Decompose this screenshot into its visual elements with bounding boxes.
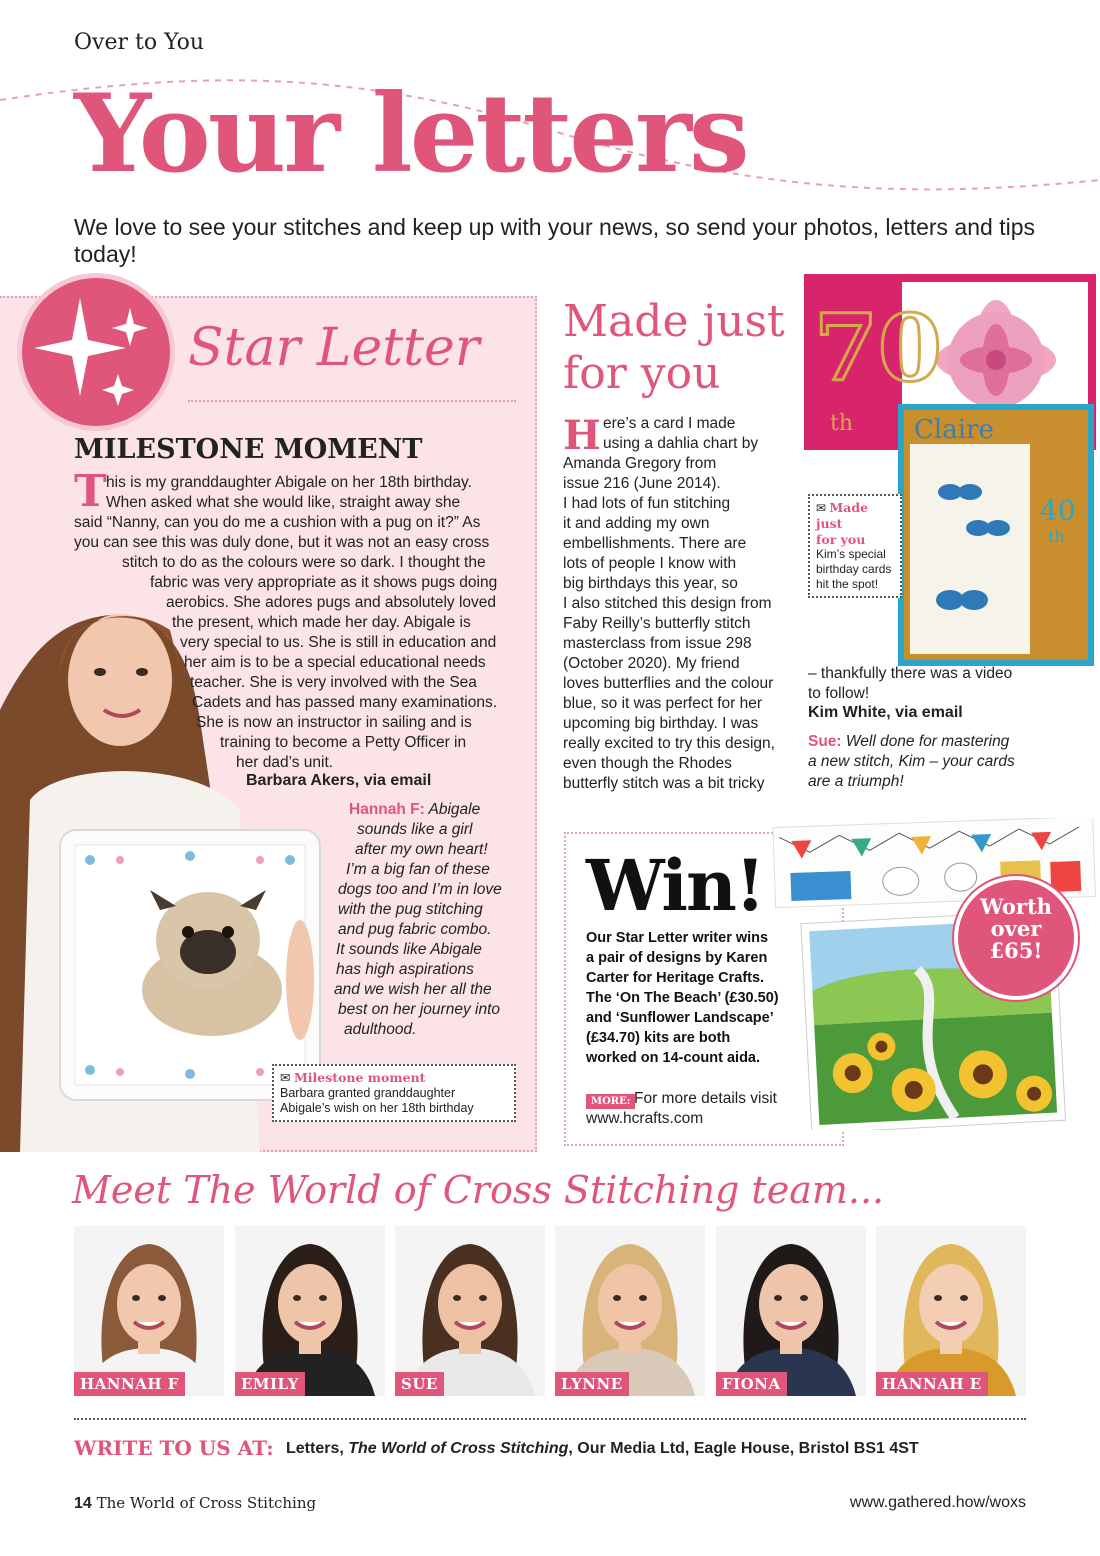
dropcap: T bbox=[74, 466, 107, 517]
team-member-portrait bbox=[876, 1226, 1026, 1396]
worth-line: over bbox=[990, 916, 1042, 941]
competition-line: (£34.70) kits are both bbox=[586, 1030, 731, 1046]
caption-title: for you bbox=[816, 532, 866, 547]
letter-line: said “Nanny, can you do me a cushion with a pug on it?” As bbox=[74, 514, 481, 531]
team-member-card bbox=[235, 1226, 385, 1396]
folio bbox=[74, 1494, 316, 1513]
magazine-name: The World of Cross Stitching bbox=[348, 1440, 569, 1457]
team-member-portrait bbox=[716, 1226, 866, 1396]
competition-title: Win! bbox=[586, 844, 764, 927]
reply-line: sounds like a girl bbox=[357, 821, 473, 838]
letter-line: her dad’s unit. bbox=[236, 754, 334, 771]
letter-line: loves butterflies and the colour bbox=[563, 675, 774, 692]
section-kicker: Over to You bbox=[74, 30, 205, 55]
letter-signature: Barbara Akers, via email bbox=[246, 772, 432, 789]
caption-line: hit the spot! bbox=[816, 577, 879, 591]
letter-line: his is my granddaughter Abigale on her 18th birthday. bbox=[106, 474, 472, 491]
made-for-you-title bbox=[563, 296, 785, 400]
title-line: Made just bbox=[563, 296, 785, 347]
photo-caption bbox=[272, 1064, 516, 1122]
competition-line: Our Star Letter writer wins bbox=[586, 930, 769, 946]
letter-line: When asked what she would like, straight away she bbox=[106, 494, 461, 511]
address-part: , Our Media Ltd, Eagle House, Bristol BS1 4ST bbox=[568, 1440, 919, 1457]
star-letter-heading: MILESTONE MOMENT bbox=[74, 434, 423, 465]
worth-badge bbox=[958, 880, 1074, 996]
worth-line: Worth bbox=[980, 894, 1052, 919]
letter-line: very special to us. She is still in education and bbox=[180, 634, 497, 651]
worth-line: £65! bbox=[989, 938, 1043, 963]
card-40-number: 40 bbox=[1040, 494, 1076, 527]
reply-line: It sounds like Abigale bbox=[336, 941, 482, 958]
letter-line: fabric was very appropriate as it shows pugs doing bbox=[150, 574, 498, 591]
letter-line: stitch to do as the colours were so dark. I thought the bbox=[122, 554, 486, 571]
reply-line: and pug fabric combo. bbox=[338, 921, 492, 938]
competition-line: Carter for Heritage Crafts. bbox=[586, 970, 765, 986]
reply-line: dogs too and I’m in love bbox=[338, 881, 502, 898]
caption-line: Kim’s special bbox=[816, 547, 886, 561]
divider bbox=[74, 1418, 1026, 1420]
caption-title: Made just bbox=[816, 500, 869, 531]
team-member-name: HANNAH F bbox=[74, 1372, 185, 1396]
publication-name: The World of Cross Stitching bbox=[96, 1494, 317, 1512]
team-member-portrait bbox=[235, 1226, 385, 1396]
letter-line: training to become a Petty Officer in bbox=[220, 734, 467, 751]
letter-line: even though the Rhodes bbox=[563, 755, 732, 772]
reply-line: are a triumph! bbox=[808, 773, 904, 790]
team-member-portrait bbox=[395, 1226, 545, 1396]
letter-line: Faby Reilly’s butterfly stitch bbox=[563, 615, 751, 632]
star-badge bbox=[22, 278, 170, 426]
letter-line: I also stitched this design from bbox=[563, 595, 772, 612]
title-line: for you bbox=[563, 348, 721, 399]
caption-title: Milestone moment bbox=[293, 1070, 426, 1085]
letter-line: Amanda Gregory from bbox=[563, 455, 717, 472]
reply-line: and we wish her all the bbox=[334, 981, 492, 998]
more-tag: MORE: bbox=[586, 1094, 635, 1109]
page-title: Your letters bbox=[74, 71, 747, 197]
divider bbox=[188, 400, 516, 402]
footer-url[interactable]: www.gathered.how/woxs bbox=[849, 1494, 1026, 1511]
letter-line: ere’s a card I made bbox=[603, 415, 736, 432]
sparkle-icon bbox=[22, 278, 170, 426]
caption-line: birthday cards bbox=[816, 562, 892, 576]
letter-line: to follow! bbox=[808, 685, 870, 702]
caption-line: Barbara granted granddaughter bbox=[280, 1086, 456, 1100]
team-member-name: FIONA bbox=[716, 1372, 787, 1396]
team-member-card bbox=[74, 1226, 224, 1396]
competition-line: The ‘On The Beach’ (£30.50) bbox=[586, 990, 779, 1006]
letter-line: (October 2020). My friend bbox=[563, 655, 740, 672]
reply-author: Hannah F: bbox=[349, 801, 425, 818]
team-member-name: LYNNE bbox=[555, 1372, 629, 1396]
birthday-cards-photo bbox=[800, 270, 1100, 670]
write-to-us-address bbox=[286, 1440, 919, 1458]
card-70-suffix: th bbox=[830, 411, 854, 436]
team-member-portrait bbox=[74, 1226, 224, 1396]
reply-line: a new stitch, Kim – your cards bbox=[808, 753, 1015, 770]
letter-line: using a dahlia chart by bbox=[603, 435, 759, 452]
card-70-number: 70 bbox=[814, 294, 943, 402]
envelope-icon: ✉ bbox=[280, 1071, 291, 1085]
letter-signature: Kim White, via email bbox=[808, 704, 963, 721]
letter-line: lots of people I know with bbox=[563, 555, 737, 572]
dropcap: H bbox=[563, 412, 601, 459]
reply-line: Abigale bbox=[428, 801, 481, 818]
letter-line: you can see this was duly done, but it was not an easy cross bbox=[74, 534, 490, 551]
write-to-us-label: WRITE TO US AT: bbox=[74, 1436, 274, 1460]
letter-line: her aim is to be a special educational needs bbox=[184, 654, 486, 671]
reply-author: Sue: bbox=[808, 733, 842, 750]
competition-line: and ‘Sunflower Landscape’ bbox=[586, 1010, 774, 1026]
competition-line: worked on 14-count aida. bbox=[586, 1050, 761, 1066]
letter-line: blue, so it was perfect for her bbox=[563, 695, 763, 712]
envelope-icon: ✉ bbox=[816, 501, 827, 515]
competition-line: a pair of designs by Karen bbox=[586, 950, 768, 966]
letter-line: issue 216 (June 2014). bbox=[563, 475, 721, 492]
standfirst: We love to see your stitches and keep up with your news, so send your photos, letters and tips today! bbox=[74, 214, 1035, 267]
more-details-text: For more details visit bbox=[634, 1090, 777, 1107]
team-member-card bbox=[716, 1226, 866, 1396]
letter-line: upcoming big birthday. I was bbox=[563, 715, 759, 732]
team-member-card bbox=[876, 1226, 1026, 1396]
letter-line: masterclass from issue 298 bbox=[563, 635, 752, 652]
star-letter-title: Star Letter bbox=[188, 318, 480, 378]
letter-line: teacher. She is very involved with the Sea bbox=[190, 674, 477, 691]
letter-line: She is now an instructor in sailing and is bbox=[196, 714, 472, 731]
letter-line: the present, which made her day. Abigale is bbox=[172, 614, 471, 631]
address-part: Letters, bbox=[286, 1440, 349, 1457]
reply-line: with the pug stitching bbox=[338, 901, 483, 918]
more-details-link[interactable]: www.hcrafts.com bbox=[586, 1110, 704, 1127]
team-member-name: HANNAH E bbox=[876, 1372, 988, 1396]
letter-line: big birthdays this year, so bbox=[563, 575, 738, 592]
team-member-portrait bbox=[555, 1226, 705, 1396]
caption-line: Abigale’s wish on her 18th birthday bbox=[280, 1101, 474, 1115]
reply-line: adulthood. bbox=[344, 1021, 417, 1038]
reply-line: has high aspirations bbox=[336, 961, 474, 978]
letter-line: – thankfully there was a video bbox=[808, 665, 1013, 682]
team-member-card bbox=[555, 1226, 705, 1396]
letter-line: I had lots of fun stitching bbox=[563, 495, 731, 512]
letter-line: Cadets and has passed many examinations. bbox=[192, 694, 498, 711]
reply-line: Well done for mastering bbox=[845, 733, 1010, 750]
reply-line: after my own heart! bbox=[355, 841, 488, 858]
team-member-card bbox=[395, 1226, 545, 1396]
letter-line: really excited to try this design, bbox=[563, 735, 775, 752]
team-title: Meet The World of Cross Stitching team... bbox=[72, 1168, 885, 1212]
reply-line: I’m a big fan of these bbox=[346, 861, 490, 878]
letter-line: butterfly stitch was a bit tricky bbox=[563, 775, 765, 792]
page-number: 14 bbox=[74, 1495, 92, 1512]
letter-line: it and adding my own bbox=[563, 515, 710, 532]
team-member-name: EMILY bbox=[235, 1372, 305, 1396]
team-member-name: SUE bbox=[395, 1372, 444, 1396]
card-40-suffix: th bbox=[1048, 527, 1065, 546]
reply-line: best on her journey into bbox=[338, 1001, 500, 1018]
letter-line: aerobics. She adores pugs and absolutely loved bbox=[166, 594, 497, 611]
letter-line: embellishments. There are bbox=[563, 535, 747, 552]
photo-caption bbox=[808, 494, 902, 598]
card-name: Claire bbox=[914, 415, 994, 445]
